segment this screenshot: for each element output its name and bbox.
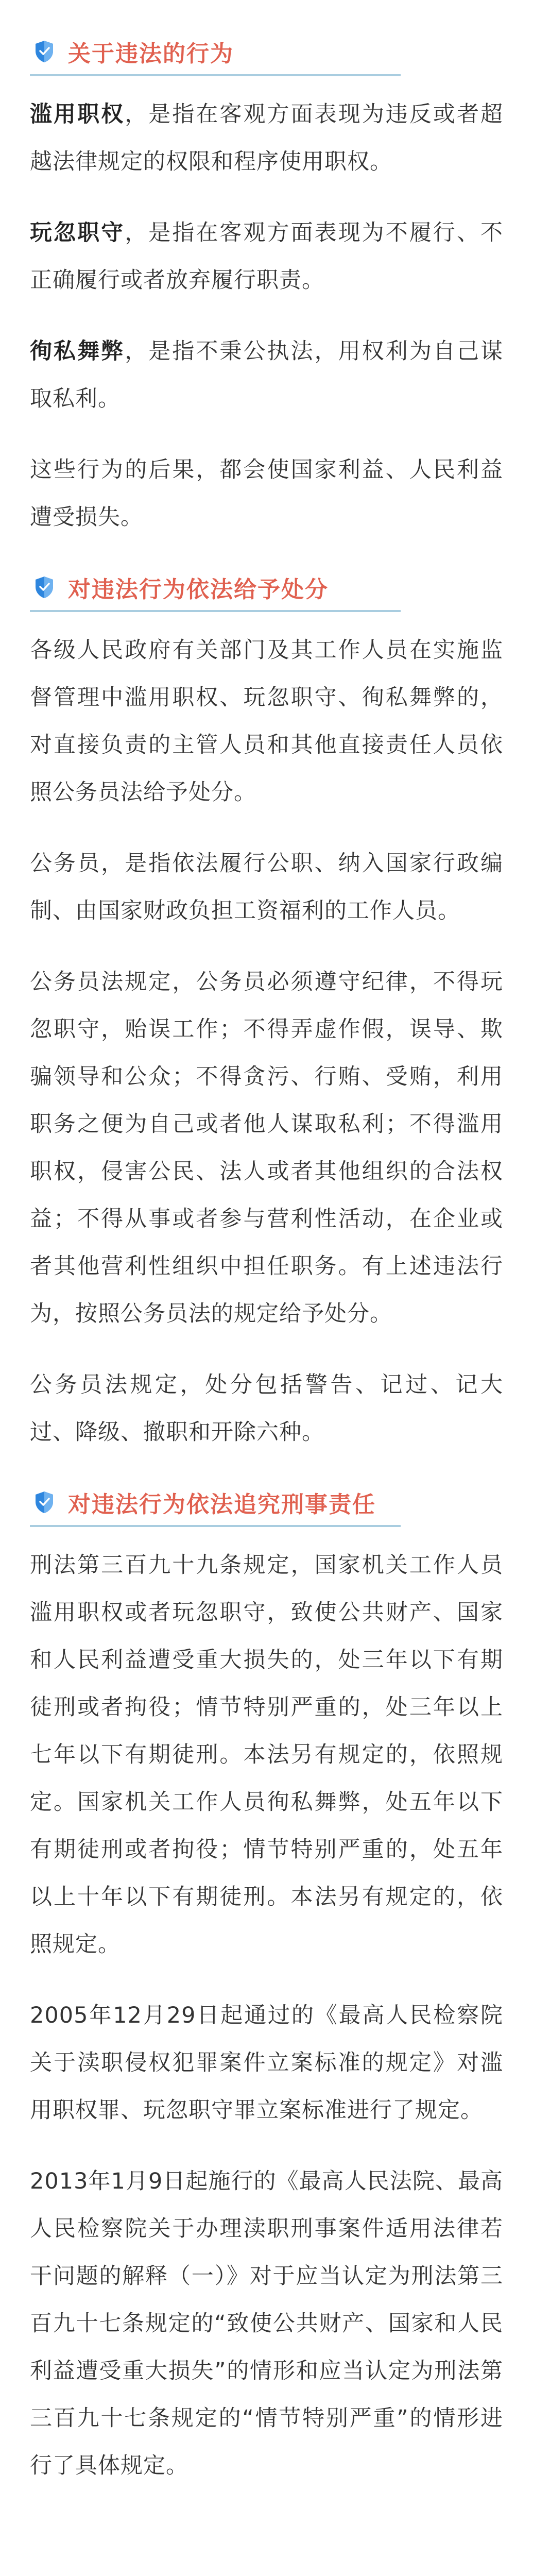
paragraph: [30, 1992, 503, 2134]
paragraph: [30, 1541, 503, 1968]
paragraph-text: ，是指在客观方面表现为不履行、不正确履行或者放弃履行职责。: [30, 220, 504, 293]
paragraph: [30, 958, 503, 1337]
paragraph-text: 各级人民政府有关部门及其工作人员在实施监督管理中滥用职权、玩忽职守、徇私舞弊的，对直接负责的主管人员和其他直接责任人员依照公务员法给予处分。: [30, 637, 503, 805]
paragraph-text: ，是指不秉公执法，用权利为自己谋取私利。: [30, 338, 504, 412]
paragraph: [30, 626, 503, 816]
shield-icon: [34, 40, 55, 63]
paragraph-text: 2013年1月9日起施行的《最高人民法院、最高人民检察院关于办理渎职刑事案件适用法律若干问题的解释（一）》对于应当认定为刑法第三百九十七条规定的“致使公共财产、国家和人民利益遭受重大损失”的情形和应当认定为刑法第三百九十七条规定的“情节特别严重”的情形进行了具体规定。: [30, 2168, 503, 2479]
paragraph: [30, 328, 503, 422]
section-header: [30, 565, 401, 612]
paragraph: [30, 209, 503, 304]
term: 徇私舞弊: [30, 338, 125, 364]
term: 玩忽职守: [30, 220, 125, 246]
paragraph: [30, 446, 503, 541]
term: 滥用职权: [30, 101, 125, 127]
section-title: 对违法行为依法追究刑事责任: [68, 1492, 376, 1518]
section-title: 关于违法的行为: [68, 41, 234, 67]
paragraph-text: 刑法第三百九十九条规定，国家机关工作人员滥用职权或者玩忽职守，致使公共财产、国家和人民利益遭受重大损失的，处三年以下有期徒刑或者拘役；情节特别严重的，处三年以上七年以下有期徒刑。本法另有规定的，依照规定。国家机关工作人员徇私舞弊，处五年以下有期徒刑或者拘役；情节特别严重的，处五年以上十年以下有期徒刑。本法另有规定的，依照规定。: [30, 1552, 503, 1957]
paragraph: [30, 91, 503, 185]
paragraph: [30, 1361, 503, 1456]
paragraph-text: 2005年12月29日起通过的《最高人民检察院关于渎职侵权犯罪案件立案标准的规定》对滥用职权罪、玩忽职守罪立案标准进行了规定。: [30, 2003, 503, 2123]
shield-icon: [34, 1490, 55, 1514]
paragraph-text: 公务员法规定，公务员必须遵守纪律，不得玩忽职守，贻误工作；不得弄虚作假，误导、欺骗领导和公众；不得贪污、行贿、受贿，利用职务之便为自己或者他人谋取私利；不得滥用职权，侵害公民、法人或者其他组织的合法权益；不得从事或者参与营利性活动，在企业或者其他营利性组织中担任职务。有上述违法行为，按照公务员法的规定给予处分。: [30, 969, 503, 1327]
section-header: [30, 1480, 401, 1527]
paragraph-text: 公务员，是指依法履行公职、纳入国家行政编制、由国家财政负担工资福利的工作人员。: [30, 851, 503, 924]
section-header: [30, 29, 401, 76]
paragraph-text: ，是指在客观方面表现为违反或者超越法律规定的权限和程序使用职权。: [30, 101, 504, 175]
section-title: 对违法行为依法给予处分: [68, 577, 329, 603]
paragraph-text: 公务员法规定，处分包括警告、记过、记大过、降级、撤职和开除六种。: [30, 1372, 503, 1445]
paragraph-text: 这些行为的后果，都会使国家利益、人民利益遭受损失。: [30, 457, 503, 530]
paragraph: [30, 840, 503, 935]
paragraph: [30, 2158, 503, 2489]
shield-icon: [34, 575, 55, 599]
